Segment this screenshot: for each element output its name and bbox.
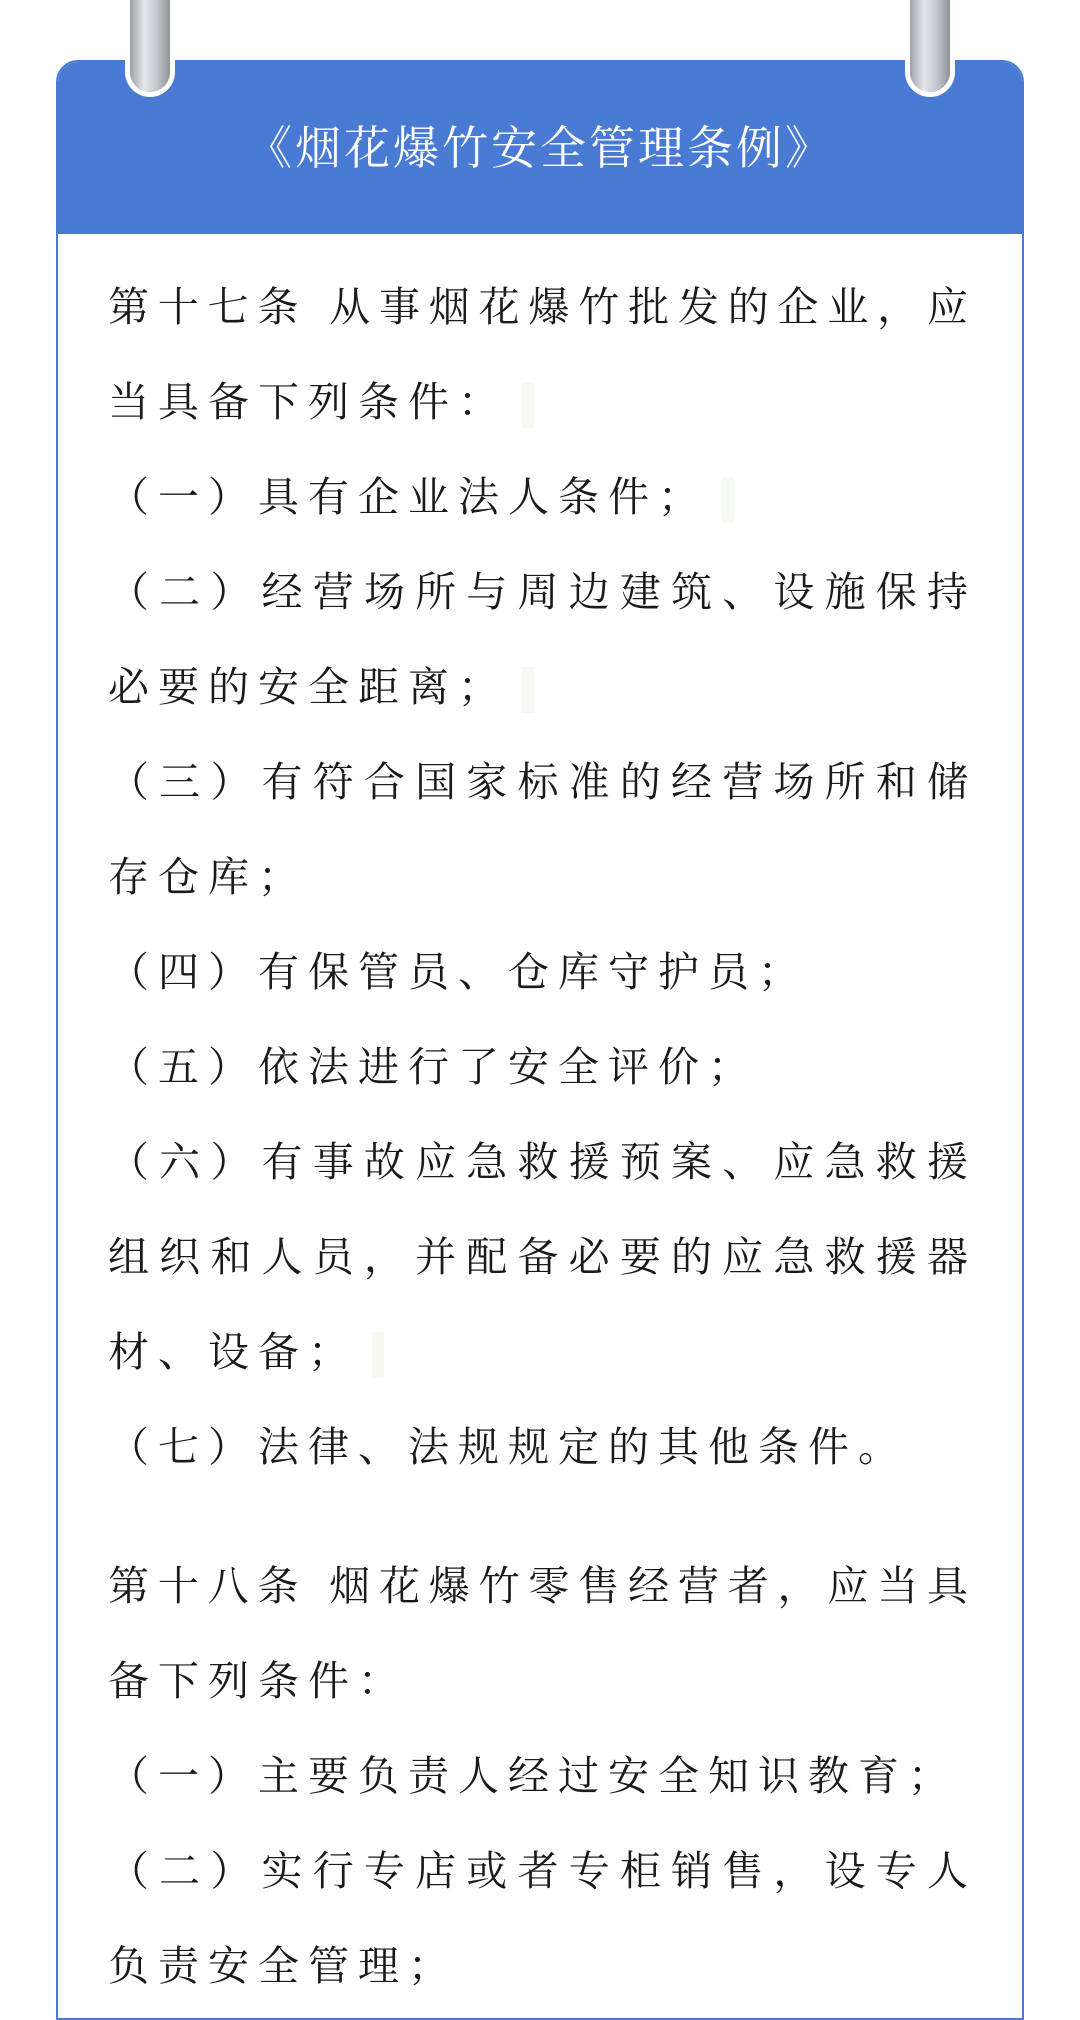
article-gap — [108, 1495, 968, 1539]
regulation-content — [108, 260, 968, 2014]
article-17-line: （二）经营场所与周边建筑、设施保持 — [108, 568, 968, 616]
article-17-line — [108, 355, 968, 450]
article-18-line: 备下列条件： — [108, 1657, 408, 1705]
binder-ring-left — [130, 0, 170, 92]
text-marker — [372, 1332, 384, 1378]
article-17-text: 材、设备； — [108, 1328, 358, 1376]
article-17-line — [108, 450, 968, 545]
article-18-line: （一）主要负责人经过安全知识教育； — [108, 1752, 958, 1800]
article-18 — [108, 1539, 968, 2014]
article-17-line — [108, 640, 968, 735]
article-17-text: （一）具有企业法人条件； — [108, 473, 708, 521]
article-17-line: （七）法律、法规规定的其他条件。 — [108, 1423, 908, 1471]
article-17-line: 组织和人员，并配备必要的应急救援器 — [108, 1233, 968, 1281]
binder-ring-right — [910, 0, 950, 92]
article-17 — [108, 260, 968, 1495]
text-marker — [522, 667, 534, 713]
article-17-text: 当具备下列条件： — [108, 378, 508, 426]
article-17-line: 存仓库； — [108, 853, 308, 901]
article-17-line: （三）有符合国家标准的经营场所和储 — [108, 758, 968, 806]
text-marker — [522, 382, 534, 428]
article-18-line: 第十八条 烟花爆竹零售经营者，应当具 — [108, 1562, 968, 1610]
article-17-line: 第十七条 从事烟花爆竹批发的企业，应 — [108, 283, 968, 331]
article-18-line: 负责安全管理； — [108, 1942, 458, 1990]
text-marker — [722, 477, 734, 523]
article-17-line: （五）依法进行了安全评价； — [108, 1043, 758, 1091]
article-17-line: （四）有保管员、仓库守护员； — [108, 948, 808, 996]
article-17-line — [108, 1305, 968, 1400]
article-17-line: （六）有事故应急救援预案、应急救援 — [108, 1138, 968, 1186]
article-18-line: （二）实行专店或者专柜销售，设专人 — [108, 1847, 968, 1895]
article-17-text: 必要的安全距离； — [108, 663, 508, 711]
page-title: 《烟花爆竹安全管理条例》 — [246, 121, 834, 175]
